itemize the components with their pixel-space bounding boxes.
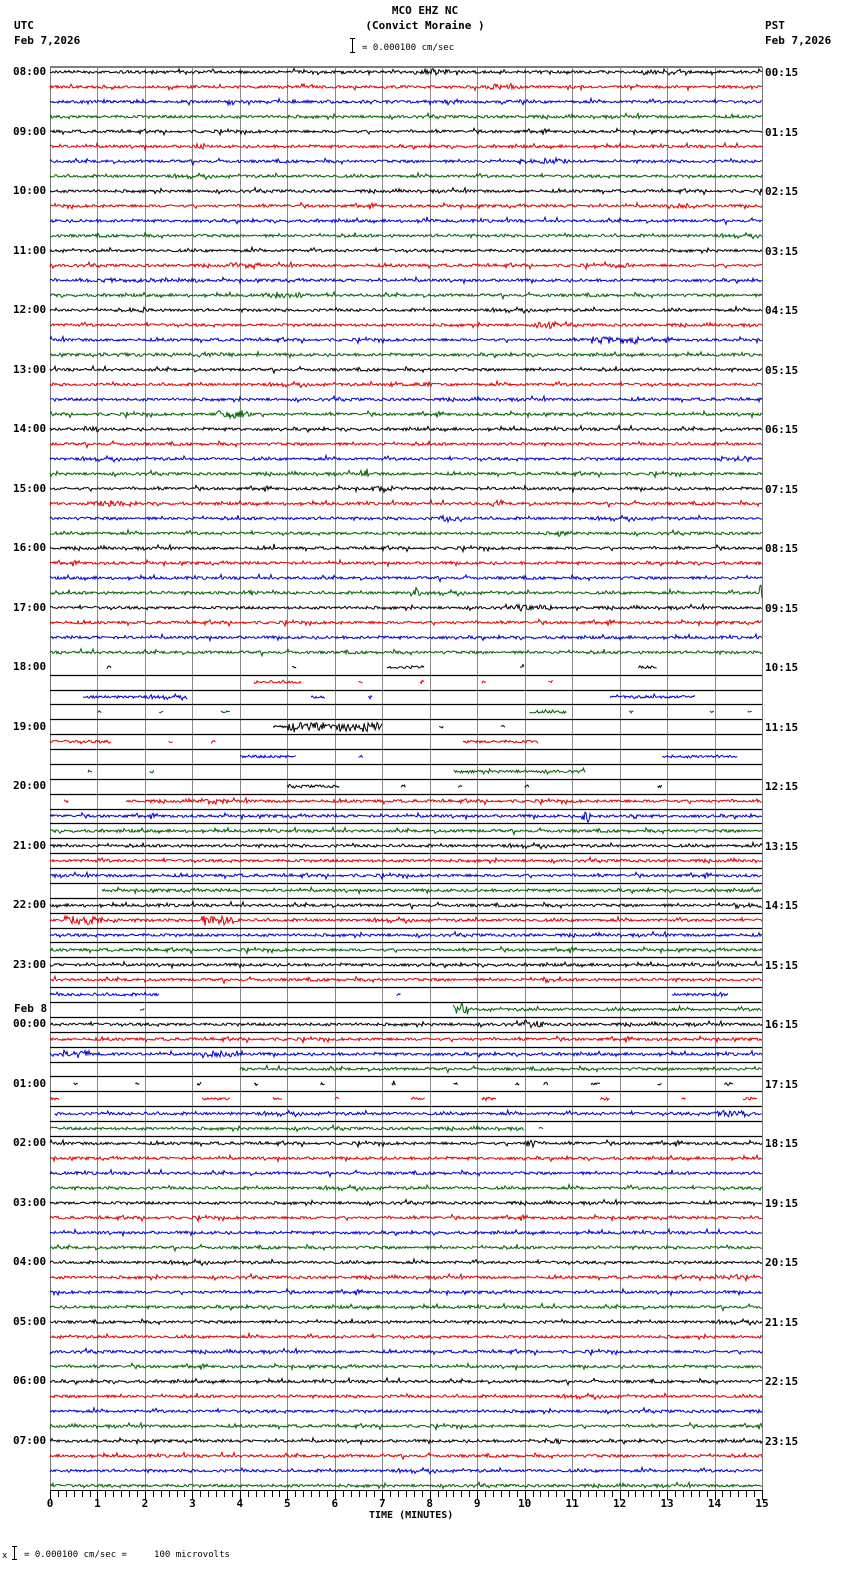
footer-scale-text: = 0.000100 cm/sec = 100 microvolts — [24, 1550, 230, 1560]
left-date: Feb 7,2026 — [14, 34, 81, 47]
footer-prefix: x — [2, 1551, 8, 1561]
x-tick-label: 9 — [473, 1497, 481, 1510]
pst-time-label: 15:15 — [765, 958, 799, 972]
footer-scale-bar-icon — [14, 1546, 15, 1560]
x-axis-title: TIME (MINUTES) — [369, 1510, 454, 1521]
station-title: MCO EHZ NC — [391, 4, 459, 17]
pst-time-label: 19:15 — [765, 1196, 799, 1210]
x-tick-label: 2 — [141, 1497, 149, 1510]
pst-time-label: 21:15 — [765, 1315, 799, 1329]
pst-time-label: 09:15 — [765, 601, 799, 615]
utc-hour-label: 22:00 — [13, 898, 47, 912]
pst-time-label: 08:15 — [765, 542, 799, 556]
utc-hour-label: 21:00 — [13, 838, 47, 852]
utc-hour-label: 09:00 — [13, 124, 47, 138]
left-timezone: UTC — [14, 19, 34, 32]
utc-hour-label: 16:00 — [13, 541, 47, 555]
pst-time-label: 01:15 — [765, 125, 799, 139]
pst-time-label: 11:15 — [765, 720, 799, 734]
utc-hour-label: 18:00 — [13, 660, 47, 674]
x-tick-label: 3 — [189, 1497, 196, 1510]
right-timezone: PST — [765, 19, 785, 32]
header-scale-text: = 0.000100 cm/sec — [362, 43, 455, 53]
pst-time-label: 07:15 — [765, 482, 799, 496]
utc-hour-label: 06:00 — [13, 1374, 47, 1388]
utc-hour-label: 20:00 — [13, 779, 47, 793]
utc-hour-label: 12:00 — [13, 303, 47, 317]
x-tick-label: 10 — [518, 1497, 532, 1510]
pst-time-label: 13:15 — [765, 839, 799, 853]
utc-hour-label: 03:00 — [13, 1195, 47, 1209]
x-tick-label: 6 — [331, 1497, 339, 1510]
utc-hour-label: 02:00 — [13, 1136, 47, 1150]
x-tick-label: 11 — [565, 1497, 579, 1510]
pst-time-label: 22:15 — [765, 1375, 799, 1389]
x-tick-label: 4 — [236, 1497, 244, 1510]
utc-hour-label: 23:00 — [13, 957, 47, 971]
pst-time-label: 04:15 — [765, 304, 799, 318]
utc-hour-label: 14:00 — [13, 422, 47, 436]
x-tick-label: 8 — [426, 1497, 434, 1510]
utc-hour-label: 00:00 — [13, 1017, 47, 1031]
x-tick-label: 13 — [660, 1497, 674, 1510]
x-tick-label: 5 — [284, 1497, 291, 1510]
x-tick-label: 14 — [707, 1497, 722, 1510]
utc-hour-label: 04:00 — [13, 1255, 47, 1269]
utc-hour-label: 15:00 — [13, 481, 47, 495]
right-date: Feb 7,2026 — [765, 34, 832, 47]
date-change-label: Feb 8 — [14, 1002, 48, 1016]
pst-time-label: 00:15 — [765, 66, 799, 79]
utc-hour-label: 01:00 — [13, 1076, 47, 1090]
x-tick-label: 1 — [94, 1497, 101, 1510]
pst-time-label: 06:15 — [765, 423, 799, 437]
utc-hour-label: 11:00 — [13, 243, 47, 257]
x-tick-label: 15 — [755, 1497, 769, 1510]
pst-time-label: 02:15 — [765, 185, 799, 199]
utc-hour-label: 10:00 — [13, 184, 47, 198]
x-tick-label: 7 — [378, 1497, 386, 1510]
pst-time-label: 03:15 — [765, 244, 799, 258]
pst-time-label: 16:15 — [765, 1018, 799, 1032]
pst-time-label: 10:15 — [765, 661, 799, 675]
x-tick-label: 0 — [46, 1497, 54, 1510]
station-location: (Convict Moraine ) — [365, 19, 485, 32]
pst-time-label: 14:15 — [765, 899, 799, 913]
pst-time-label: 20:15 — [765, 1256, 799, 1270]
pst-time-label: 18:15 — [765, 1137, 799, 1151]
utc-hour-label: 13:00 — [13, 362, 47, 376]
utc-hour-label: 05:00 — [13, 1314, 47, 1328]
pst-time-label: 05:15 — [765, 363, 799, 377]
utc-hour-label: 08:00 — [13, 65, 47, 78]
utc-hour-label: 07:00 — [13, 1433, 47, 1447]
pst-time-label: 17:15 — [765, 1077, 799, 1091]
pst-time-label: 23:15 — [765, 1434, 799, 1448]
pst-time-label: 12:15 — [765, 780, 799, 794]
x-tick-label: 12 — [612, 1497, 627, 1510]
utc-hour-label: 19:00 — [13, 719, 47, 733]
utc-hour-label: 17:00 — [13, 600, 47, 614]
